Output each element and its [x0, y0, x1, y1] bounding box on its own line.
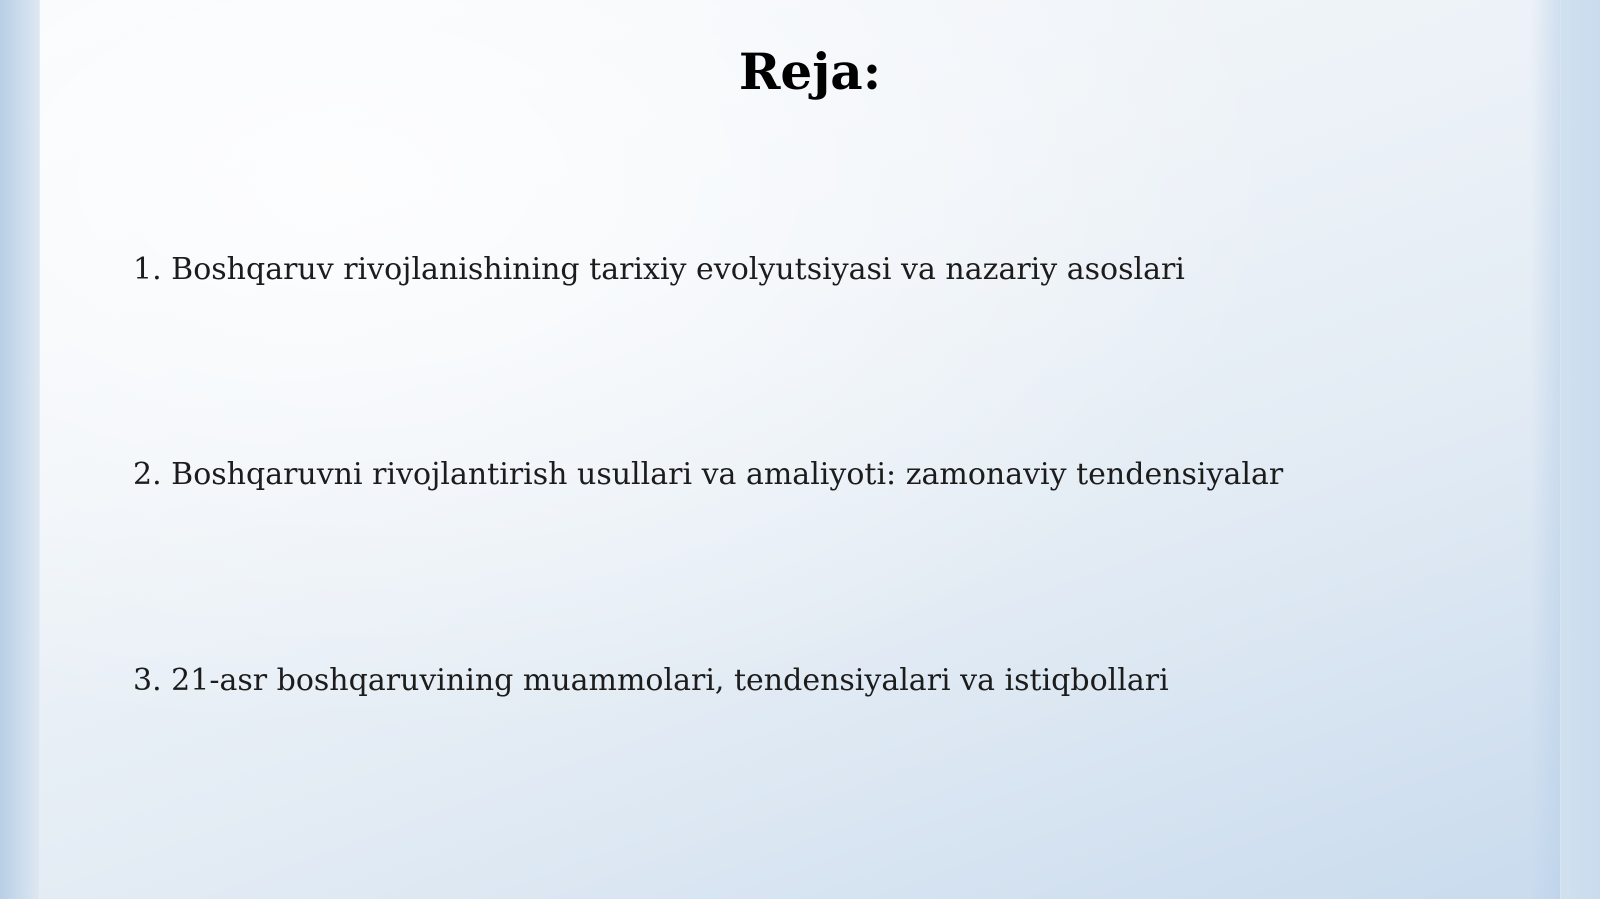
- slide-title: Reja:: [738, 42, 882, 101]
- plan-item-2: 2. Boshqaruvni rivojlantirish usullari va amaliyoti: zamonaviy tendensiyalar: [133, 457, 1284, 492]
- plan-item-3: 3. 21-asr boshqaruvining muammolari, tendensiyalari va istiqbollari: [133, 663, 1169, 698]
- plan-item-1: 1. Boshqaruv rivojlanishining tarixiy evolyutsiyasi va nazariy asoslari: [133, 252, 1185, 287]
- slide: [40, 0, 1560, 899]
